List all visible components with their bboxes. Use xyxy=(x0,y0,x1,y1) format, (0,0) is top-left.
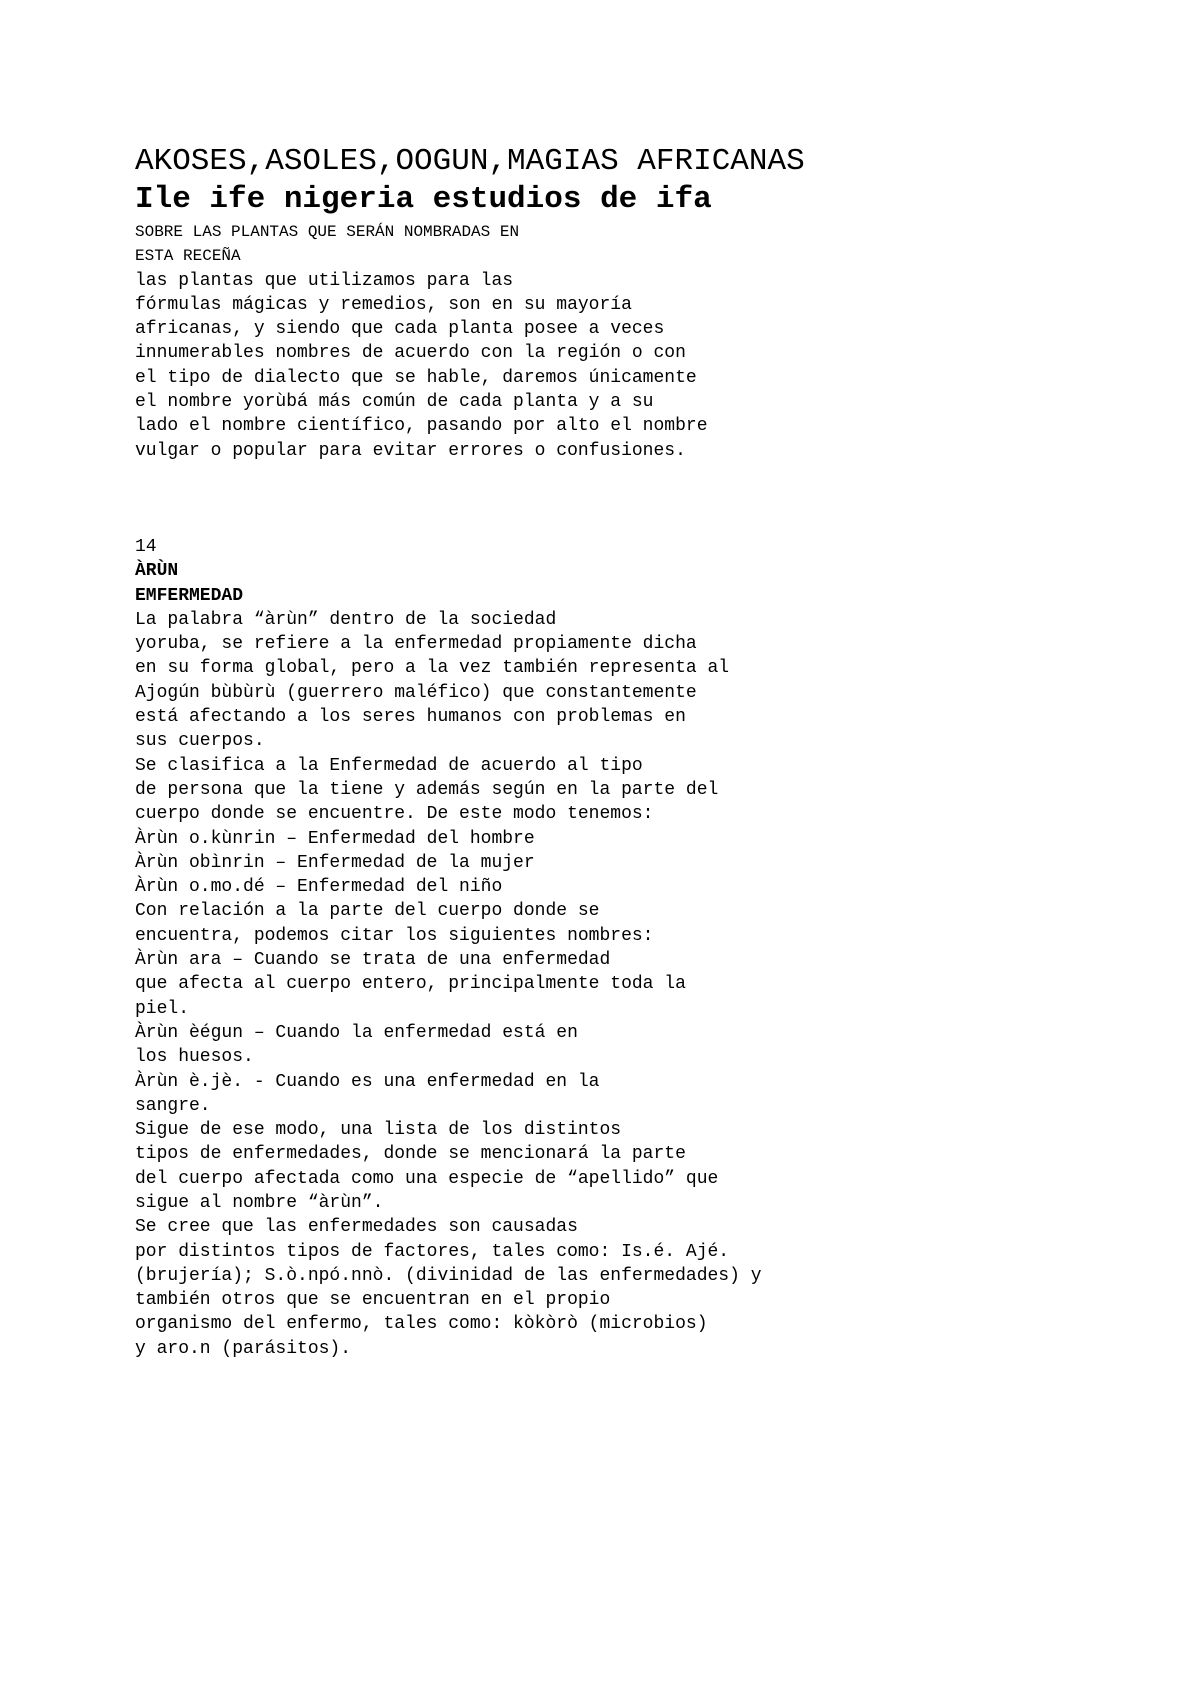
text-line: Àrùn ara – Cuando se trata de una enfermedad xyxy=(135,950,611,971)
text-line: por distintos tipos de factores, tales como: Is.é. Ajé. xyxy=(135,1241,730,1262)
section-spacer xyxy=(135,463,1135,535)
text-line: que afecta al cuerpo entero, principalmente toda la xyxy=(135,974,686,995)
text-line: sus cuerpos. xyxy=(135,731,265,752)
document-page xyxy=(135,143,1135,1361)
text-line: La palabra “àrùn” dentro de la sociedad xyxy=(135,609,557,630)
section-subtitle: EMFERMEDAD xyxy=(135,585,244,606)
text-line: también otros que se encuentran en el propio xyxy=(135,1290,611,1311)
text-line: (brujería); S.ò.npó.nnò. (divinidad de las enfermedades) y xyxy=(135,1265,762,1286)
page-number: 14 xyxy=(135,536,157,557)
text-line: sangre. xyxy=(135,1095,211,1116)
text-line: de persona que la tiene y además según en la parte del xyxy=(135,779,719,800)
text-line: en su forma global, pero a la vez también representa al xyxy=(135,658,730,679)
text-line: del cuerpo afectada como una especie de “apellido” que xyxy=(135,1168,719,1189)
text-line: el nombre yorùbá más común de cada planta y a su xyxy=(135,392,654,413)
text-line: Sigue de ese modo, una lista de los distintos xyxy=(135,1120,622,1141)
intro-paragraph xyxy=(135,269,1135,463)
text-line: Con relación a la parte del cuerpo donde se xyxy=(135,901,600,922)
text-line: africanas, y siendo que cada planta posee a veces xyxy=(135,319,665,340)
intro-heading xyxy=(135,220,1135,269)
text-line: organismo del enfermo, tales como: kòkòrò (microbios) xyxy=(135,1314,708,1335)
text-line: Àrùn è.jè. - Cuando es una enfermedad en la xyxy=(135,1071,600,1092)
text-line: vulgar o popular para evitar errores o confusiones. xyxy=(135,440,686,461)
document-title: AKOSES,ASOLES,OOGUN,MAGIAS AFRICANAS xyxy=(135,144,805,179)
intro-heading-line: ESTA RECEÑA xyxy=(135,247,241,266)
text-line: está afectando a los seres humanos con problemas en xyxy=(135,707,686,728)
text-line: Ajogún bùbùrù (guerrero maléfico) que constantemente xyxy=(135,682,697,703)
text-line: innumerables nombres de acuerdo con la región o con xyxy=(135,343,686,364)
text-line: el tipo de dialecto que se hable, daremos únicamente xyxy=(135,367,697,388)
text-line: tipos de enfermedades, donde se mencionará la parte xyxy=(135,1144,686,1165)
text-line: piel. xyxy=(135,998,190,1019)
section-title: ÀRÙN xyxy=(135,561,179,582)
text-line: y aro.n (parásitos). xyxy=(135,1338,352,1359)
text-line: yoruba, se refiere a la enfermedad propiamente dicha xyxy=(135,634,697,655)
text-line: Àrùn o.kùnrin – Enfermedad del hombre xyxy=(135,828,535,849)
section-body xyxy=(135,608,1135,1361)
document-subtitle: Ile ife nigeria estudios de ifa xyxy=(135,182,712,217)
text-line: Àrùn o.mo.dé – Enfermedad del niño xyxy=(135,877,503,898)
text-line: cuerpo donde se encuentre. De este modo tenemos: xyxy=(135,804,654,825)
text-line: los huesos. xyxy=(135,1047,254,1068)
text-line: sigue al nombre “àrùn”. xyxy=(135,1192,384,1213)
text-line: las plantas que utilizamos para las xyxy=(135,270,514,291)
text-line: Se cree que las enfermedades son causadas xyxy=(135,1217,578,1238)
intro-heading-line: SOBRE LAS PLANTAS QUE SERÁN NOMBRADAS EN xyxy=(135,223,520,241)
text-line: lado el nombre científico, pasando por alto el nombre xyxy=(135,416,708,437)
text-line: fórmulas mágicas y remedios, son en su mayoría xyxy=(135,294,632,315)
text-line: Àrùn obìnrin – Enfermedad de la mujer xyxy=(135,852,535,873)
text-line: Àrùn èégun – Cuando la enfermedad está en xyxy=(135,1022,578,1043)
text-line: Se clasifica a la Enfermedad de acuerdo al tipo xyxy=(135,755,643,776)
text-line: encuentra, podemos citar los siguientes nombres: xyxy=(135,925,654,946)
